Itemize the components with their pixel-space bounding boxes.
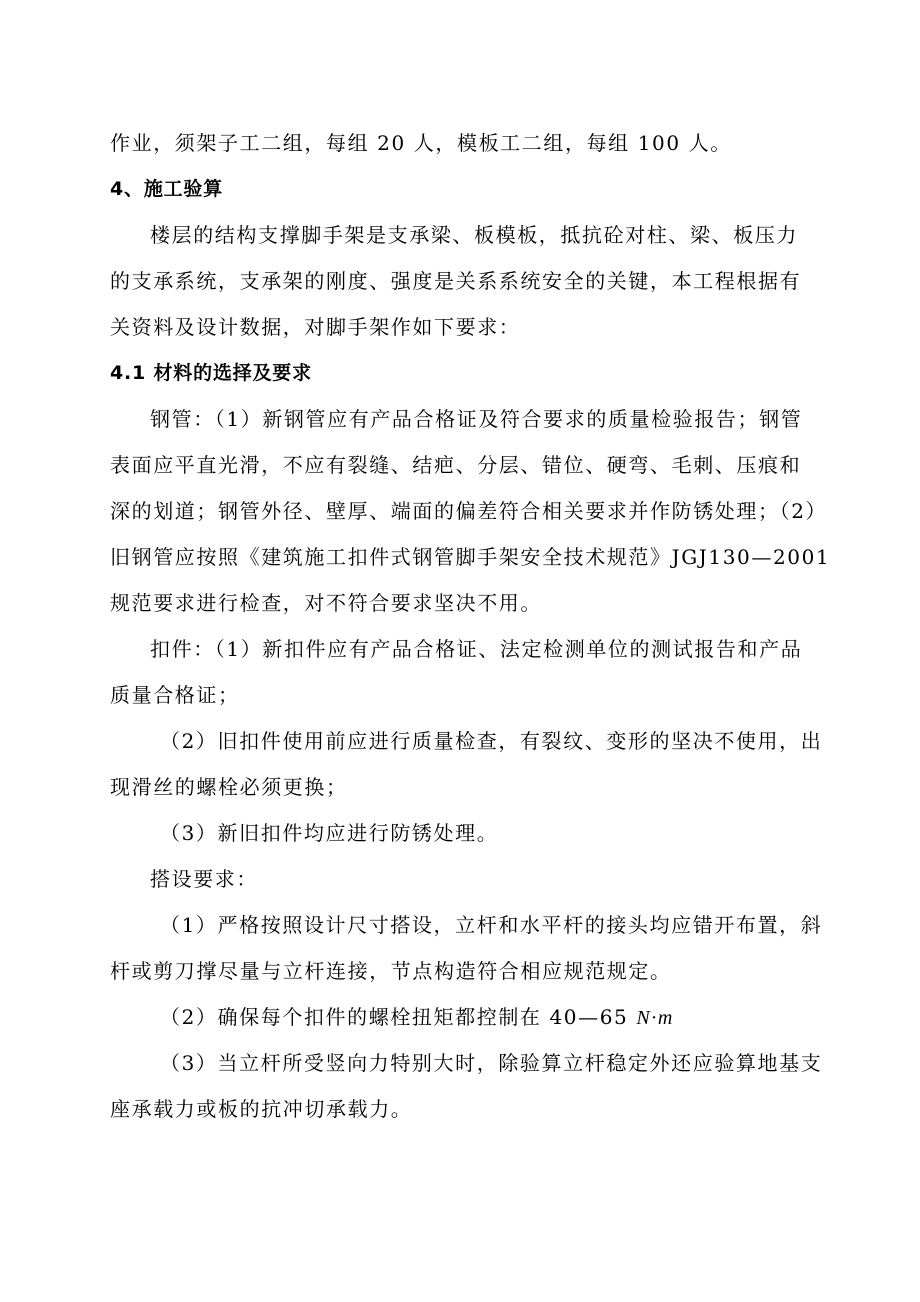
section-heading-4: 4、施工验算 bbox=[110, 178, 224, 200]
paragraph-line: 座承载力或板的抗冲切承载力。 bbox=[110, 1097, 413, 1121]
paragraph-line: 深的划道；钢管外径、壁厚、端面的偏差符合相关要求并作防锈处理；（2） bbox=[110, 499, 828, 523]
paragraph-line: （2）旧扣件使用前应进行质量检查，有裂纹、变形的坚决不使用，出 bbox=[160, 729, 823, 753]
paragraph-line: 扣件：（1）新扣件应有产品合格证、法定检测单位的测试报告和产品 bbox=[150, 637, 803, 661]
paragraph-line: 关资料及设计数据，对脚手架作如下要求： bbox=[110, 315, 521, 339]
paragraph-line: （3）当立杆所受竖向力特别大时，除验算立杆稳定外还应验算地基支 bbox=[160, 1051, 823, 1075]
paragraph-line: 表面应平直光滑，不应有裂缝、结疤、分层、错位、硬弯、毛刺、压痕和 bbox=[110, 453, 802, 477]
torque-unit: N·m bbox=[636, 1007, 674, 1029]
paragraph-line: 作业，须架子工二组，每组 20 人，模板工二组，每组 100 人。 bbox=[110, 131, 732, 155]
paragraph-line: 旧钢管应按照《建筑施工扣件式钢管脚手架安全技术规范》JGJ130—2001 bbox=[110, 545, 831, 569]
paragraph-line bbox=[110, 994, 810, 1040]
paragraph-line: 钢管：（1）新钢管应有产品合格证及符合要求的质量检验报告；钢管 bbox=[150, 407, 803, 431]
paragraph-line: 规范要求进行检查，对不符合要求坚决不用。 bbox=[110, 591, 542, 615]
paragraph-line: （3）新旧扣件均应进行防锈处理。 bbox=[160, 821, 499, 845]
paragraph-line: 的支承系统，支承架的刚度、强度是关系系统安全的关键，本工程根据有 bbox=[110, 269, 802, 293]
torque-text: （2）确保每个扣件的螺栓扭矩都控制在 40—65 bbox=[160, 1005, 629, 1029]
paragraph-line: 搭设要求： bbox=[150, 867, 258, 891]
paragraph-line: 质量合格证； bbox=[110, 683, 240, 707]
paragraph-line: 现滑丝的螺栓必须更换； bbox=[110, 775, 348, 799]
paragraph-line: 杆或剪刀撑尽量与立杆连接，节点构造符合相应规范规定。 bbox=[110, 959, 672, 983]
paragraph-line: （1）严格按照设计尺寸搭设，立杆和水平杆的接头均应错开布置，斜 bbox=[160, 913, 823, 937]
paragraph-line: 楼层的结构支撑脚手架是支承梁、板模板，抵抗砼对柱、梁、板压力 bbox=[150, 223, 798, 247]
section-heading-4-1: 4.1 材料的选择及要求 bbox=[110, 362, 312, 384]
document-page bbox=[110, 120, 831, 1132]
